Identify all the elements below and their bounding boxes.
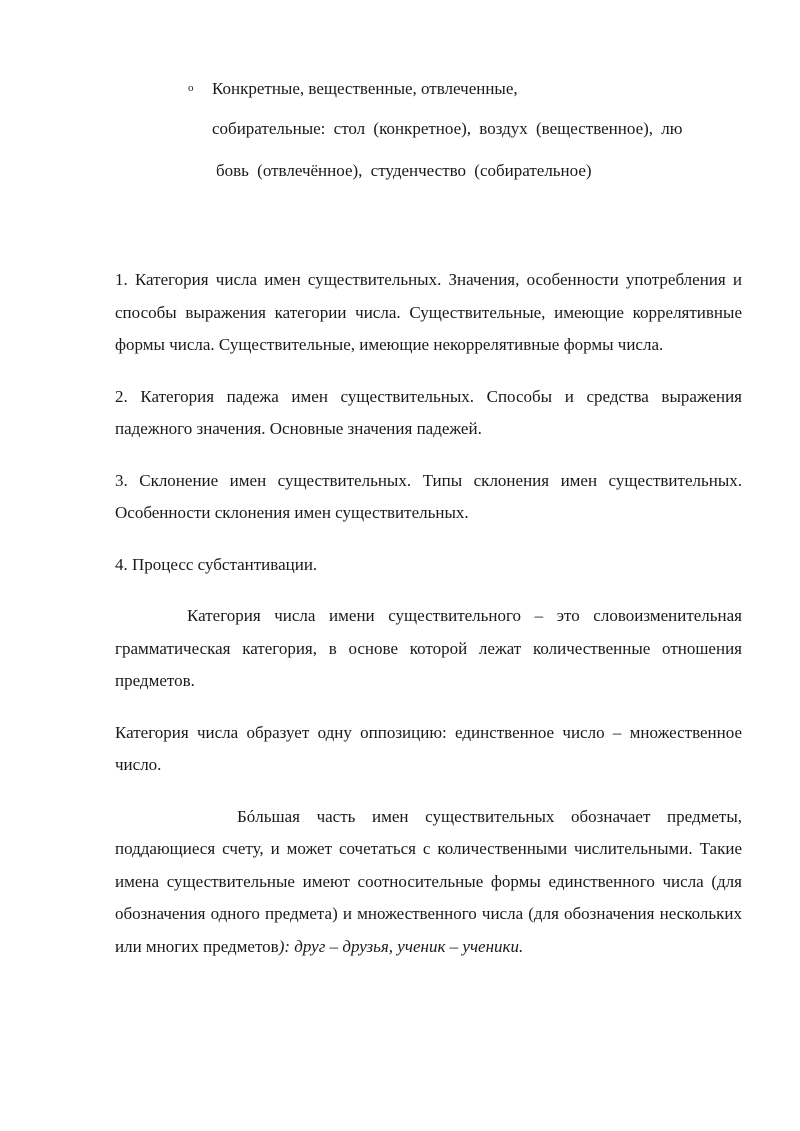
paragraph-countable-nouns-text: Бóльшая часть имен существительных обозначает предметы, поддающиеся счету, и может сочетаться с количественными числительными. Такие имена существительные имеют соотносительные формы единственного числа (для обозначения одного предмета) и множественного числа (для обозначения нескольких или многих предметов xyxy=(115,806,742,956)
topic-item-3: 3. Склонение имен существительных. Типы склонения имен существительных. Особенности склонения имен существительных. xyxy=(115,470,742,522)
topic-item-4: 4. Процесс субстантивации. xyxy=(115,554,318,574)
topic-item-2: 2. Категория падежа имен существительных. Способы и средства выражения падежного значения. Основные значения падежей. xyxy=(115,386,742,438)
document-body xyxy=(115,264,742,982)
paragraph-opposition: Категория числа образует одну оппозицию: единственное число – множественное число. xyxy=(115,722,742,774)
paragraph-countable-nouns xyxy=(115,801,742,964)
bullet-marker: o xyxy=(188,82,194,94)
bullet-line-3: бовь (отвлечённое), студенчество (собирательное) xyxy=(216,161,592,180)
bullet-line-1: Конкретные, вещественные, отвлеченные, xyxy=(212,79,518,98)
paragraph-definition: Категория числа имени существительного – это словоизменительная грамматическая категория, в основе которой лежат количественные отношения предметов. xyxy=(115,606,742,690)
bullet-line-2: собирательные: стол (конкретное), воздух (вещественное), лю xyxy=(212,119,683,138)
topic-item-1: 1. Категория числа имен существительных. Значения, особенности употребления и способы выражения категории числа. Существительные, имеющие коррелятивные формы числа. Существительные, имеющие некоррелятивные формы числа. xyxy=(115,270,742,354)
paragraph-examples: ): друг – друзья, ученик – ученики. xyxy=(278,936,524,956)
